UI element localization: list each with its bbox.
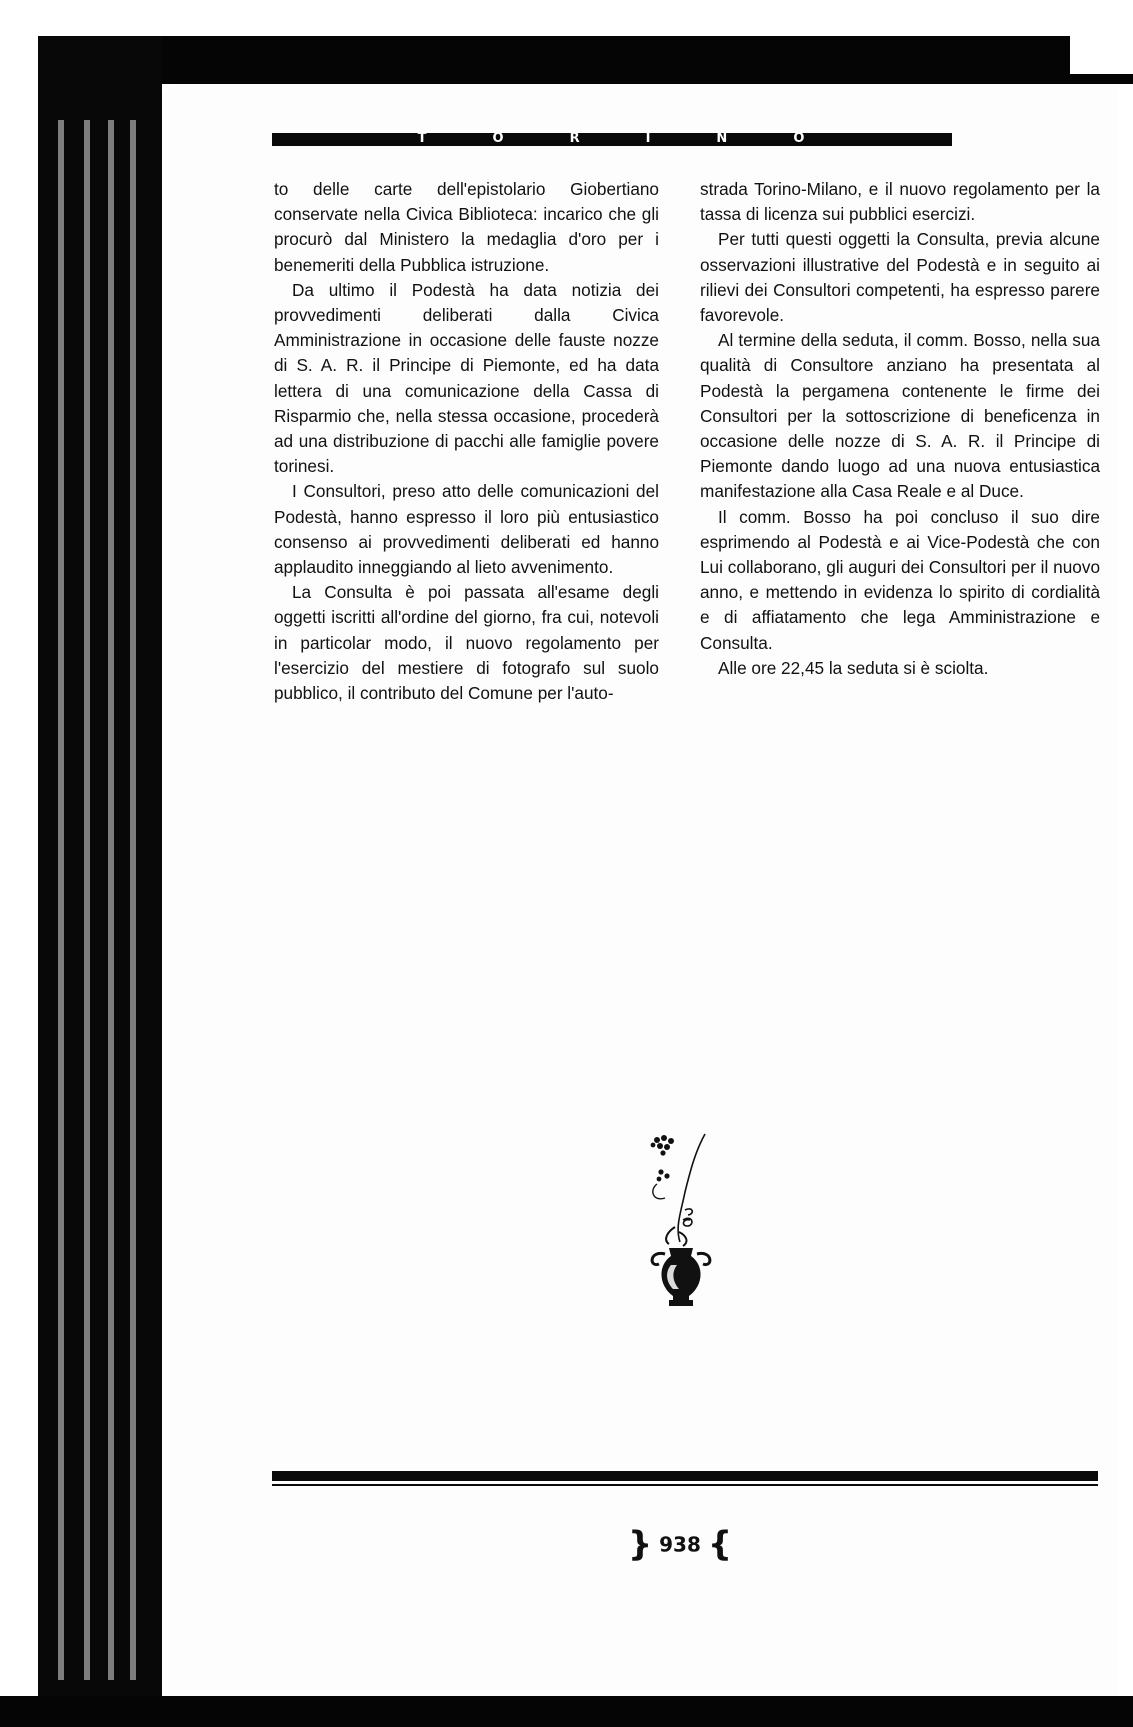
header-letter: N	[716, 131, 730, 146]
scan-margin-right	[1118, 84, 1133, 1696]
vase-with-vine-ornament-icon	[635, 1132, 745, 1312]
binding-stripe	[58, 120, 64, 1680]
footer-rule-thick	[272, 1471, 1098, 1481]
header-letter: O	[793, 131, 807, 146]
scan-border-bottom	[0, 1696, 1133, 1727]
header-letter: O	[492, 131, 506, 146]
scan-margin-top	[0, 0, 1133, 36]
paragraph: Per tutti questi oggetti la Consulta, previa alcune osservazioni illustrative del Podestà e in seguito ai rilievi dei Consultori competenti, ha espresso parere favorevole.	[700, 229, 1100, 326]
scan-border-top-right	[1070, 74, 1133, 84]
paragraph: I Consultori, preso atto delle comunicazioni del Podestà, hanno espresso il loro più entusiastico consenso ai provvedimenti deliberati ed hanno applaudito inneggiando al lieto avvenimento.	[274, 481, 659, 578]
footer-rule-thin	[272, 1484, 1098, 1486]
page-number	[620, 1523, 740, 1563]
header-letter: T	[417, 131, 429, 146]
page-number-value: 938	[659, 1532, 701, 1557]
paragraph: strada Torino-Milano, e il nuovo regolamento per la tassa di licenza sui pubblici esercizi.	[700, 179, 1100, 225]
text-column-left	[274, 177, 659, 706]
page-number-brace-right: {	[707, 1524, 733, 1565]
scan-margin-left	[0, 0, 38, 1727]
paragraph: Alle ore 22,45 la seduta si è sciolta.	[718, 657, 989, 678]
running-header-letters	[272, 131, 952, 148]
header-letter: I	[645, 131, 653, 146]
paragraph: La Consulta è poi passata all'esame degli oggetti iscritti all'ordine del giorno, fra cui, notevoli in particolar modo, il nuovo regolamento per l'esercizio del mestiere di fotografo sul suolo pubblico, il contributo del Comune per l'auto-	[274, 582, 659, 704]
binding-stripe	[108, 120, 114, 1680]
paragraph: Al termine della seduta, il comm. Bosso, nella sua qualità di Consultore anziano ha presentata al Podestà la pergamena contenente le firme dei Consultori per la sottoscrizione di beneficenza in occasione delle nozze di S. A. R. il Principe di Piemonte dando luogo ad una nuova entusiastica manifestazione alla Casa Reale e al Duce.	[700, 330, 1100, 502]
paragraph: to delle carte dell'epistolario Giobertiano conservate nella Civica Biblioteca: incarico che gli procurò dal Ministero la medaglia d'oro per i benemeriti della Pubblica istruzione.	[274, 179, 659, 275]
paragraph: Da ultimo il Podestà ha data notizia dei provvedimenti deliberati dalla Civica Amministrazione in occasione delle fauste nozze di S. A. R. il Principe di Piemonte, ed ha data lettera di una comunicazione della Cassa di Risparmio che, nella stessa occasione, procederà ad una distribuzione di pacchi alle famiglie povere torinesi.	[274, 279, 659, 477]
binding-stripe	[130, 120, 136, 1680]
text-column-right	[700, 177, 1100, 681]
paragraph: Il comm. Bosso ha poi concluso il suo dire esprimendo al Podestà e ai Vice-Podestà che con Lui collaborano, gli auguri dei Consultori per il nuovo anno, e mettendo in evidenza lo spirito di cordialità e di affiatamento che lega Amministrazione e Consulta.	[700, 506, 1100, 653]
running-header	[272, 133, 952, 146]
page-number-brace-left: }	[627, 1524, 653, 1565]
binding-stripe	[84, 120, 90, 1680]
header-letter: R	[569, 131, 582, 146]
